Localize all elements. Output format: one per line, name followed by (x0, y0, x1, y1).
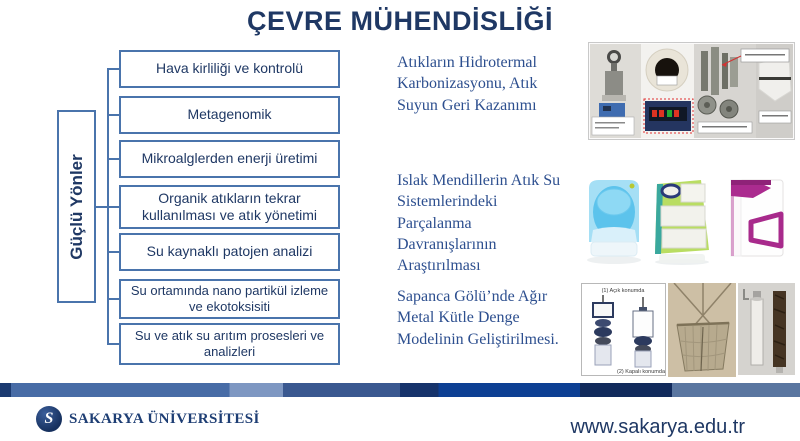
strength-box-4: Organik atıkların tekrar kullanılması ve atık yönetimi (119, 185, 340, 229)
slide-title: ÇEVRE MÜHENDİSLİĞİ (246, 6, 554, 36)
website-url: www.sakarya.edu.tr (570, 416, 745, 438)
sapanca-sampling-photo (581, 283, 795, 377)
footer-accent-bar (0, 383, 800, 397)
wet-wipes-photo (585, 172, 790, 267)
bracket-stub-3 (107, 158, 119, 160)
project-text-2: Islak Mendillerin Atık Su Sistemlerindeki Parçalanma Davranışlarının Araştırılması (397, 172, 561, 275)
sapanca-sampling-photo-graphic (581, 283, 795, 377)
strength-box-1: Hava kirliliği ve kontrolü (119, 50, 340, 88)
bracket-category-stub (96, 206, 107, 208)
strength-box-6: Su ortamında nano partikül izleme ve ekotoksisiti (119, 279, 340, 319)
bracket-stub-7 (107, 343, 119, 345)
category-box (57, 110, 96, 303)
htc-lab-photo-graphic (589, 43, 794, 139)
strength-box-2: Metagenomik (119, 96, 340, 134)
strength-box-7: Su ve atık su arıtım prosesleri ve analizleri (119, 323, 340, 365)
project-text-3: Sapanca Gölü’nde Ağır Metal Kütle Denge Modelinin Geliştirilmesi. (397, 288, 559, 348)
bracket-stub-5 (107, 251, 119, 253)
project-text-1: Atıkların Hidrotermal Karbonizasyonu, Atık Suyun Geri Kazanımı (397, 54, 538, 114)
university-logo-icon: S (36, 406, 62, 432)
strength-box-3: Mikroalglerden enerji üretimi (119, 140, 340, 178)
htc-lab-photo (588, 42, 795, 140)
bracket-stub-6 (107, 298, 119, 300)
bracket-stub-4 (107, 206, 119, 208)
strength-box-5: Su kaynaklı patojen analizi (119, 233, 340, 271)
sampler-caption-open: (1) Açık konumda (601, 288, 645, 294)
bracket-stub-2 (107, 114, 119, 116)
wet-wipes-photo-graphic (585, 172, 790, 267)
category-label: Güçlü Yönler (66, 153, 86, 260)
university-logo (36, 406, 260, 432)
sampler-caption-closed: (2) Kapalı konumda (617, 369, 665, 375)
bracket-stub-1 (107, 68, 119, 70)
university-name: SAKARYA ÜNİVERSİTESİ (69, 410, 260, 427)
